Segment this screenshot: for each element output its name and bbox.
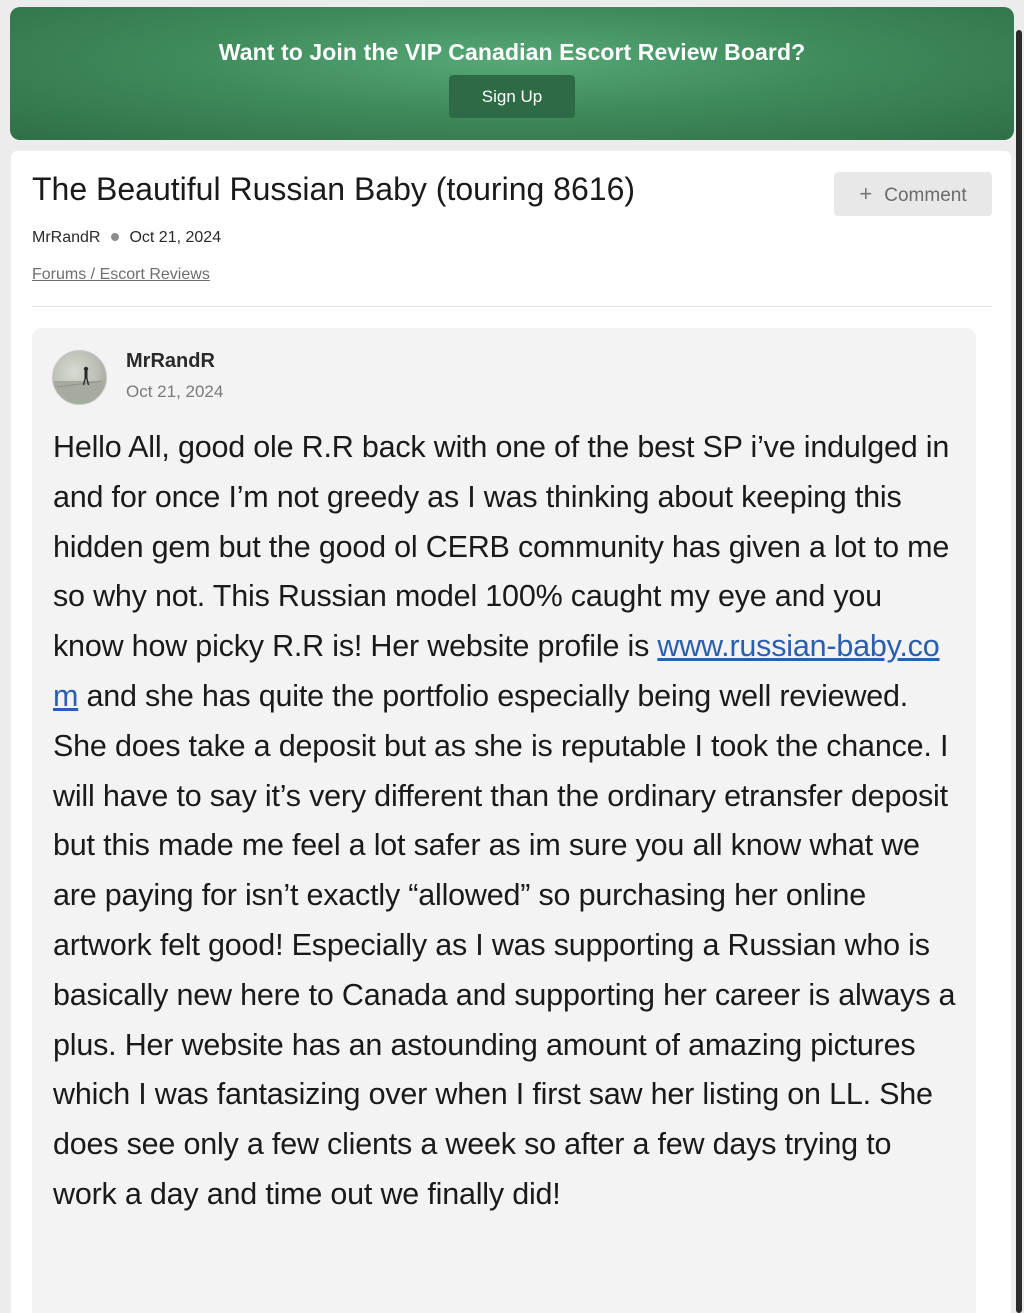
vip-signup-banner (10, 7, 1014, 140)
website-link[interactable]: www.russian-baby.com (53, 629, 940, 713)
divider (32, 306, 992, 307)
comment-button-label: Comment (884, 185, 967, 206)
post-author[interactable]: MrRandR (126, 350, 215, 372)
thread-meta (32, 229, 221, 247)
thread-card (11, 151, 1011, 1313)
page-title: The Beautiful Russian Baby (touring 8616) (32, 171, 636, 207)
breadcrumb[interactable]: Forums / Escort Reviews (32, 266, 210, 283)
post-date: Oct 21, 2024 (126, 382, 224, 401)
separator-dot-icon (111, 233, 119, 241)
post-body-text: Hello All, good ole R.R back with one of the best SP i’ve indulged in and for once I’m not greedy as I was thinking about keeping this hidden gem but the good ol CERB community has given a lot to me so why not. This Russian model 100% caught my eye and you know how picky R.R is! Her website profile is (53, 430, 950, 664)
avatar[interactable] (52, 350, 107, 405)
post (32, 328, 976, 1313)
thread-author[interactable]: MrRandR (32, 229, 101, 246)
scrollbar[interactable] (1016, 30, 1022, 1313)
comment-button[interactable] (834, 172, 992, 216)
person-silhouette-icon (53, 351, 106, 404)
plus-icon: + (859, 181, 873, 206)
post-body-text-continued: and she has quite the portfolio especially being well reviewed. She does take a deposit but as she is reputable I took the chance. I will have to say it’s very different than the ordinary etransfer deposit but this made me feel a lot safer as im sure you all know what we are paying for isn’t exactly “allowed” so purchasing her online artwork felt good! Especially as I was supporting a Russian who is basically new here to Canada and supporting her career is always a plus. Her website has an astounding amount of amazing pictures which I was fantasizing over when I first saw her listing on LL. She does see only a few clients a week so after a few days trying to work a day and time out we finally did! (53, 678, 956, 1211)
thread-date: Oct 21, 2024 (129, 229, 222, 246)
sign-up-button[interactable]: Sign Up (449, 75, 575, 118)
post-body (53, 423, 958, 1220)
banner-title: Want to Join the VIP Canadian Escort Review Board? (218, 39, 806, 65)
